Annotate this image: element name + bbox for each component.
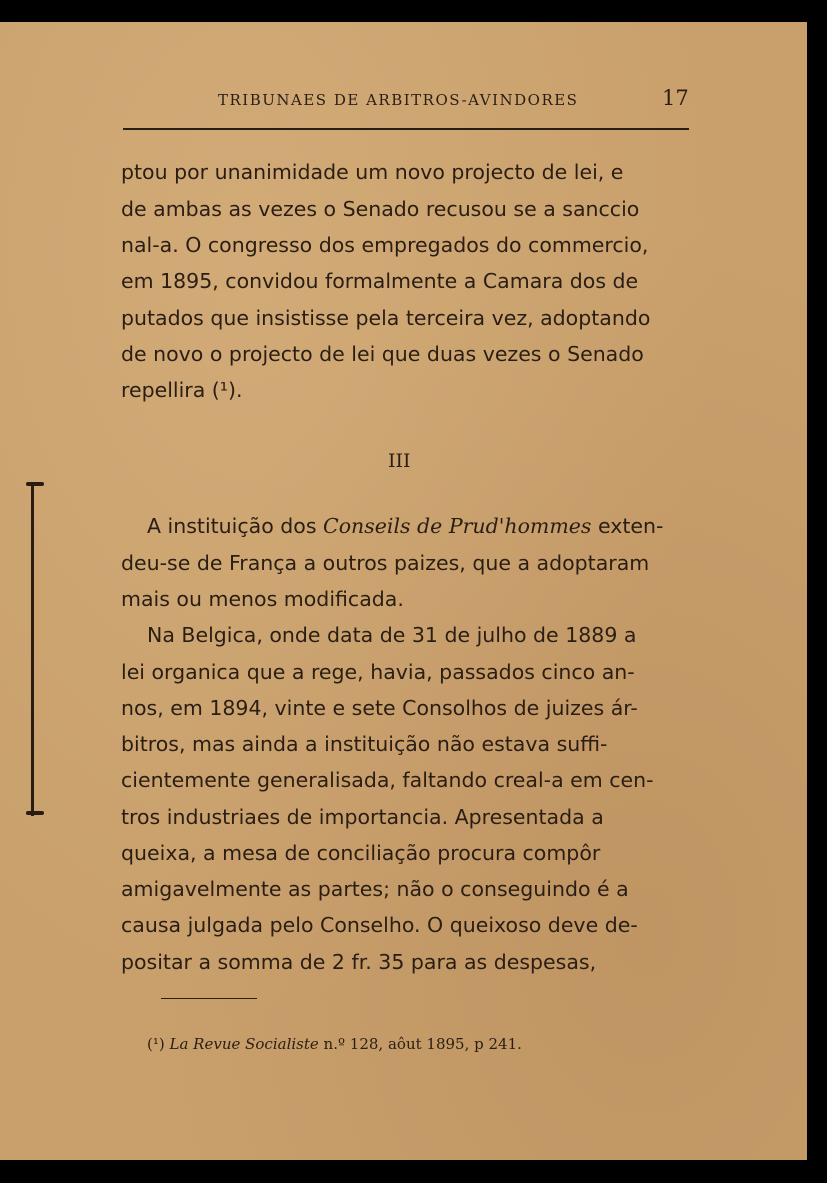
footnote-citation: n.º 128, aôut 1895, p 241.	[318, 1035, 522, 1053]
binding-thread-bottom	[26, 811, 44, 815]
paragraph3-line: cientemente generalisada, faltando creal-a em cen-	[121, 768, 654, 792]
paragraph3-line: lei organica que a rege, havia, passados cinco an-	[121, 660, 635, 684]
page-number: 17	[662, 86, 689, 110]
footnote-marker: (¹)	[147, 1035, 170, 1053]
paragraph2-line: deu-se de França a outros paizes, que a adoptaram	[121, 551, 650, 575]
paragraph1-line: em 1895, convidou formalmente a Camara dos de	[121, 269, 639, 293]
paragraph3-line: positar a somma de 2 fr. 35 para as despesas,	[121, 950, 597, 974]
running-title: TRIBUNAES DE ARBITROS-AVINDORES	[218, 91, 579, 109]
paragraph1-line: putados que insistisse pela terceira vez, adoptando	[121, 306, 651, 330]
paragraph1-line: de ambas as vezes o Senado recusou se a sanccio	[121, 197, 640, 221]
section-number: III	[388, 450, 411, 472]
paragraph3-line: queixa, a mesa de conciliação procura compôr	[121, 841, 601, 865]
paragraph2-line: mais ou menos modificada.	[121, 587, 404, 611]
paragraph2-line	[147, 513, 663, 539]
binding-thread	[31, 484, 34, 816]
header-rule	[123, 128, 689, 130]
paragraph3-line: Na Belgica, onde data de 31 de julho de 1889 a	[147, 623, 637, 647]
paragraph3-line: nos, em 1894, vinte e sete Consolhos de juizes ár-	[121, 696, 638, 720]
paragraph1-line: nal-a. O congresso dos empregados do commercio,	[121, 233, 649, 257]
paragraph2-italic: Conseils de Prud'hommes	[323, 514, 592, 538]
paragraph1-line: ptou por unanimidade um novo projecto de lei, e	[121, 160, 624, 184]
footnote-title: La Revue Socialiste	[169, 1035, 319, 1053]
footnote-rule	[161, 998, 257, 999]
paragraph2-text: exten-	[591, 514, 664, 538]
paragraph1-line: de novo o projecto de lei que duas vezes o Senado	[121, 342, 644, 366]
paragraph3-line: tros industriaes de importancia. Apresentada a	[121, 805, 604, 829]
paragraph3-line: bitros, mas ainda a instituição não estava suffi-	[121, 732, 608, 756]
paragraph2-text: A instituição dos	[147, 514, 324, 538]
book-page	[0, 22, 807, 1160]
binding-thread-top	[26, 482, 44, 486]
footnote	[147, 1035, 522, 1053]
paragraph1-line: repellira (¹).	[121, 378, 243, 402]
paragraph3-line: causa julgada pelo Conselho. O queixoso deve de-	[121, 913, 638, 937]
paragraph3-line: amigavelmente as partes; não o conseguindo é a	[121, 877, 629, 901]
